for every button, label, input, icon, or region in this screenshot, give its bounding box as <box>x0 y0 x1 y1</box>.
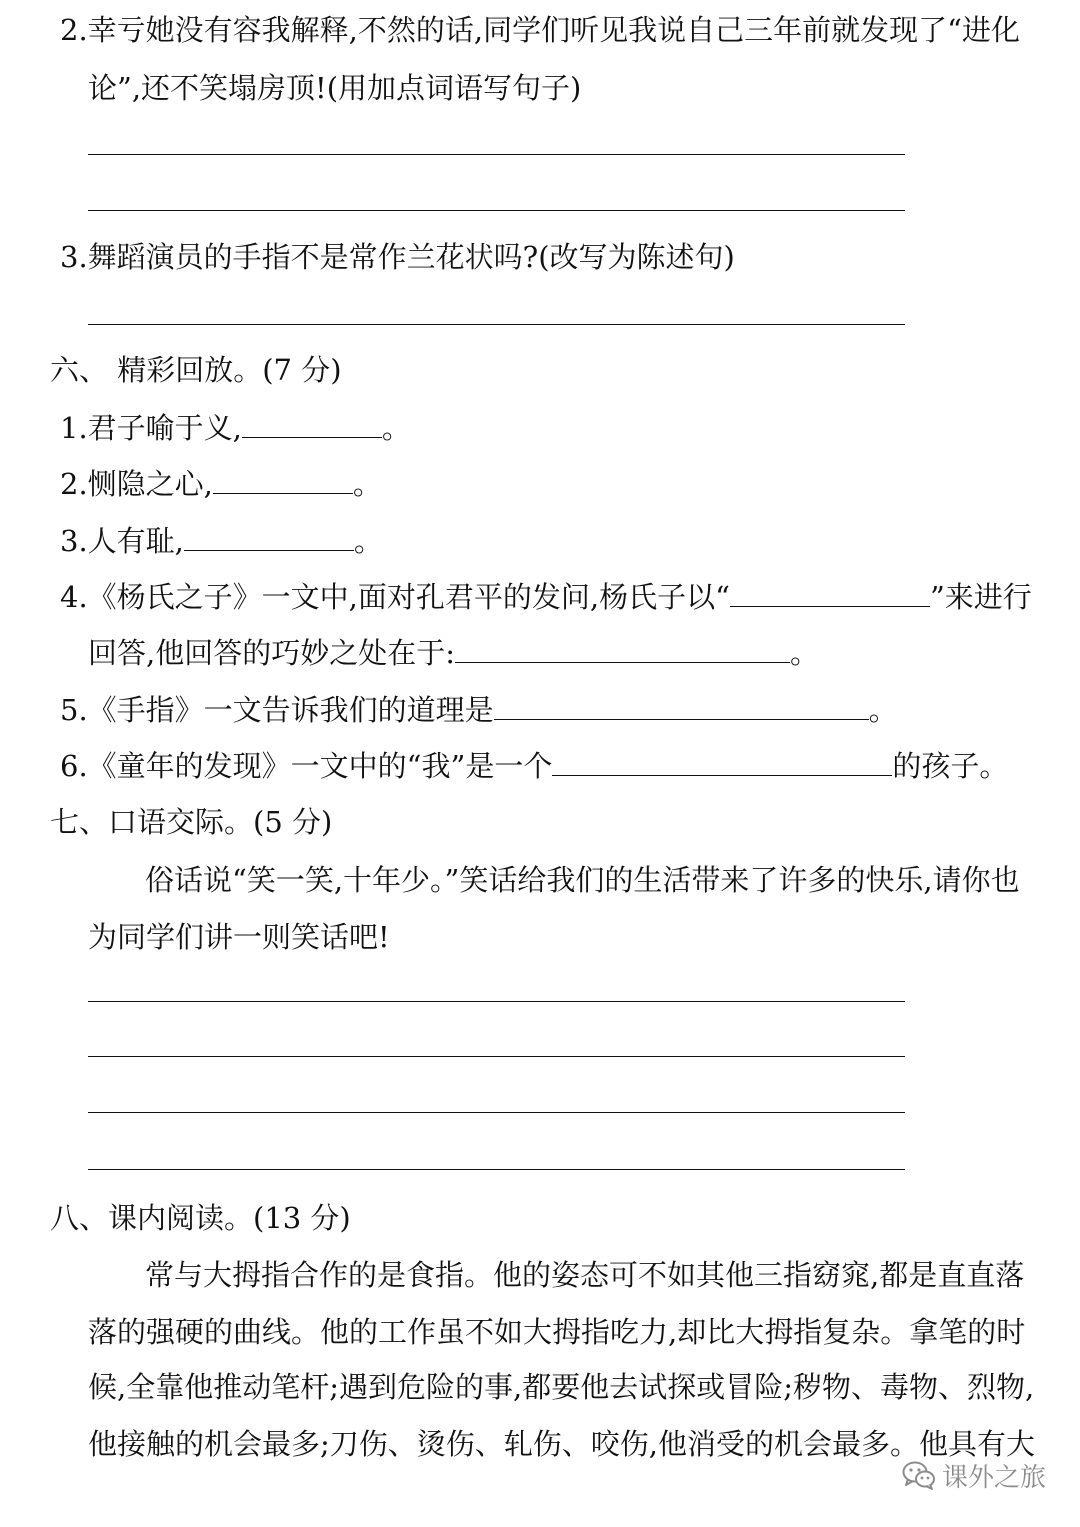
passage-line-3: 候,全靠他推动笔杆;遇到危险的事,都要他去试探或冒险;秽物、毒物、烈物, <box>88 1370 1035 1404</box>
recall-item-text: ”来进行 <box>929 580 1032 614</box>
recall-item-text: 回答,他回答的巧妙之处在于: <box>88 636 455 670</box>
answer-blank <box>552 751 892 776</box>
recall-item-text: 4.《杨氏之子》一文中,面对孔君平的发问,杨氏子以“ <box>60 580 730 614</box>
section-7-heading: 七、口语交际。(5 分) <box>50 805 333 839</box>
wechat-icon <box>902 1459 936 1491</box>
passage-line-2: 落的强硬的曲线。他的工作虽不如大拇指吃力,却比大拇指复杂。拿笔的时 <box>88 1315 1026 1349</box>
recall-item-4-continued <box>88 638 819 668</box>
answer-line <box>88 1056 905 1057</box>
speaking-prompt-line-1: 俗话说“笑一笑,十年少。”笑话给我们的生活带来了许多的快乐,请你也 <box>145 863 1020 897</box>
recall-item-text: 2.恻隐之心, <box>60 467 213 501</box>
speaking-prompt-line-2: 为同学们讲一则笑话吧! <box>88 920 390 954</box>
answer-line <box>88 154 905 155</box>
question-3: 3.舞蹈演员的手指不是常作兰花状吗?(改写为陈述句) <box>60 240 735 274</box>
recall-item-text: 6.《童年的发现》一文中的“我”是一个 <box>60 749 553 783</box>
answer-line <box>88 324 905 325</box>
watermark-text: 课外之旅 <box>942 1462 1047 1493</box>
answer-blank <box>455 638 790 663</box>
recall-item-2 <box>60 469 382 499</box>
recall-item-1 <box>60 413 411 443</box>
recall-item-text: 5.《手指》一文告诉我们的道理是 <box>60 693 494 727</box>
recall-item-text: 。 <box>790 636 820 670</box>
answer-line <box>88 1001 905 1002</box>
answer-line <box>88 210 905 211</box>
recall-item-text: 。 <box>381 411 411 445</box>
answer-blank <box>184 526 354 551</box>
question-2-line-1: 2.幸亏她没有容我解释,不然的话,同学们听见我说自己三年前就发现了“进化 <box>60 13 1020 47</box>
recall-item-text: 。 <box>352 467 382 501</box>
answer-line <box>88 1169 905 1170</box>
answer-blank <box>730 582 930 607</box>
answer-blank <box>494 695 869 720</box>
recall-item-text: 。 <box>868 693 898 727</box>
passage-line-1: 常与大拇指合作的是食指。他的姿态可不如其他三指窈窕,都是直直落 <box>145 1258 1025 1292</box>
section-6-heading: 六、 精彩回放。(7 分) <box>50 353 342 387</box>
recall-item-3 <box>60 526 383 556</box>
watermark <box>902 1457 1046 1493</box>
passage-line-4: 他接触的机会最多;刀伤、烫伤、轧伤、咬伤,他消受的机会最多。他具有大 <box>88 1427 1035 1461</box>
recall-item-4 <box>60 582 1032 612</box>
answer-blank <box>242 413 382 438</box>
recall-item-5 <box>60 695 898 725</box>
recall-item-text: 的孩子。 <box>892 749 1009 783</box>
recall-item-text: 3.人有耻, <box>60 524 184 558</box>
answer-line <box>88 1112 905 1113</box>
recall-item-text: 。 <box>353 524 383 558</box>
question-2-line-2: 论”,还不笑塌房顶!(用加点词语写句子) <box>88 71 582 105</box>
recall-item-text: 1.君子喻于义, <box>60 411 242 445</box>
answer-blank <box>213 469 353 494</box>
section-8-heading: 八、课内阅读。(13 分) <box>50 1201 351 1235</box>
recall-item-6 <box>60 751 1008 781</box>
